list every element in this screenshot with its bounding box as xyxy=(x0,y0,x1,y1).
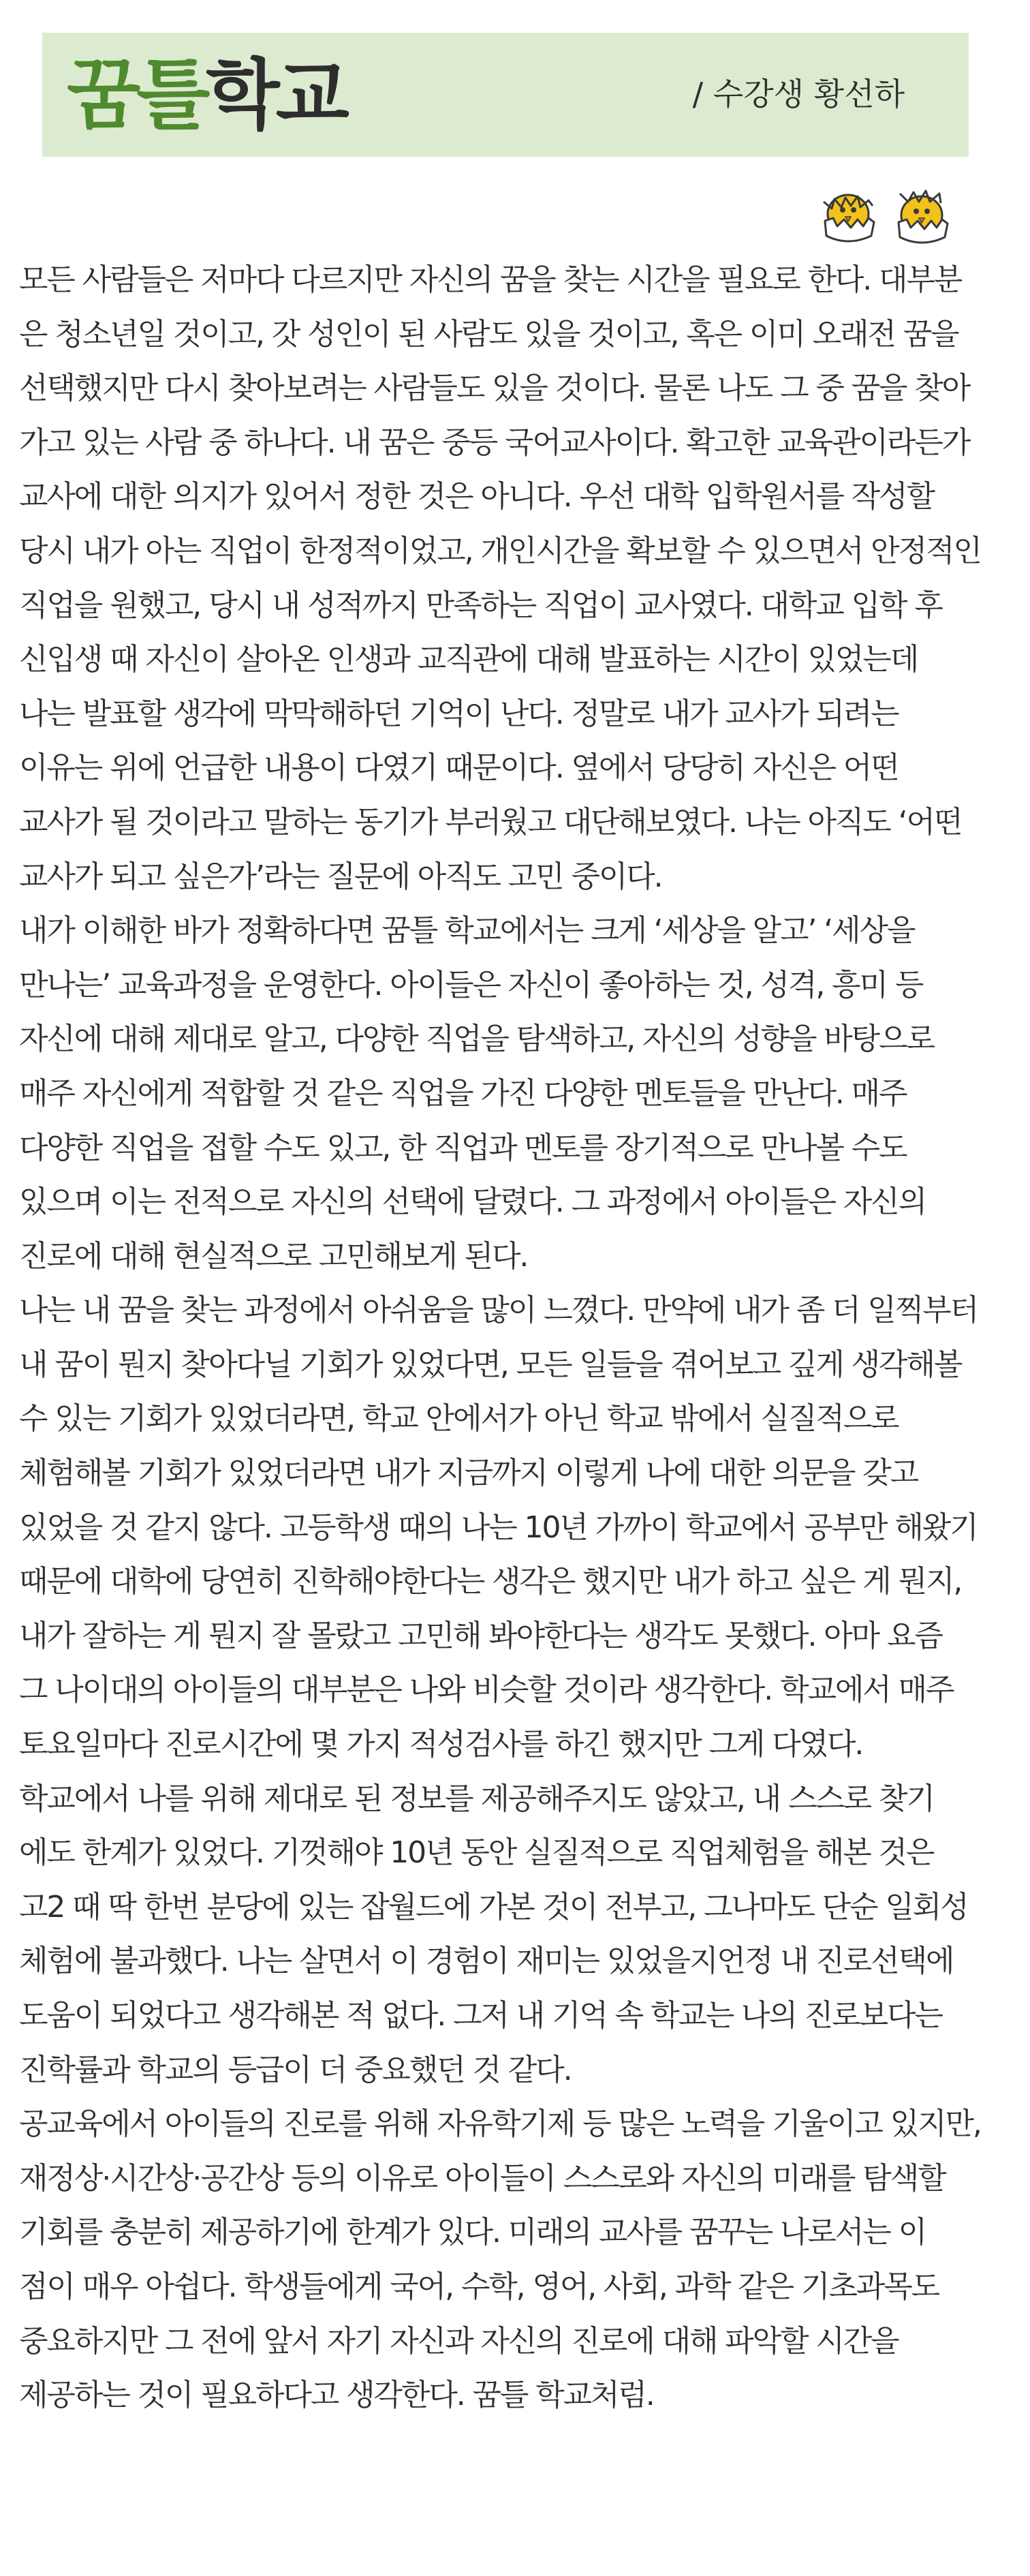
text-line: 진학률과 학교의 등급이 더 중요했던 것 같다. xyxy=(19,2052,572,2087)
text-line: 제공하는 것이 필요하다고 생각한다. 꿈틀 학교처럼. xyxy=(19,2378,654,2413)
text-line: 직업을 원했고, 당시 내 성적까지 만족하는 직업이 교사였다. 대학교 입학 후 xyxy=(19,587,942,623)
text-line: 학교에서 나를 위해 제대로 된 정보를 제공해주지도 않았고, 내 스스로 찾기 xyxy=(19,1781,934,1816)
text-line: 가고 있는 사람 중 하나다. 내 꿈은 중등 국어교사이다. 확고한 교육관이라든가 xyxy=(19,425,970,460)
text-line: 당시 내가 아는 직업이 한정적이었고, 개인시간을 확보할 수 있으면서 안정적인 xyxy=(19,533,981,568)
text-line: 체험해볼 기회가 있었더라면 내가 지금까지 이렇게 나에 대한 의문을 갖고 xyxy=(19,1456,918,1491)
text-line: 교사에 대한 의지가 있어서 정한 것은 아니다. 우선 대학 입학원서를 작성할 xyxy=(19,479,934,515)
text-line: 고2 때 딱 한번 분당에 있는 잡월드에 가본 것이 전부고, 그나마도 단순 일회성 xyxy=(19,1889,968,1925)
text-line: 있었을 것 같지 않다. 고등학생 때의 나는 10년 가까이 학교에서 공부만 해왔기 xyxy=(19,1509,978,1545)
page-title xyxy=(67,48,345,143)
article-header xyxy=(42,33,969,157)
text-line: 점이 매우 아쉽다. 학생들에게 국어, 수학, 영어, 사회, 과학 같은 기초과목도 xyxy=(19,2269,939,2304)
text-line: 에도 한계가 있었다. 기껏해야 10년 동안 실질적으로 직업체험을 해본 것은 xyxy=(19,1835,934,1871)
text-line: 신입생 때 자신이 살아온 인생과 교직관에 대해 발표하는 시간이 있었는데 xyxy=(19,642,918,677)
text-line: 진로에 대해 현실적으로 고민해보게 된다. xyxy=(19,1238,528,1274)
text-line: 체험에 불과했다. 나는 살면서 이 경험이 재미는 있었을지언정 내 진로선택에 xyxy=(19,1944,954,1979)
text-line: 토요일마다 진로시간에 몇 가지 적성검사를 하긴 했지만 그게 다였다. xyxy=(19,1727,863,1762)
chick-left xyxy=(824,195,874,241)
chick-right xyxy=(899,191,948,243)
article-body xyxy=(19,253,1020,2423)
text-line: 도움이 되었다고 생각해본 적 없다. 그저 내 기억 속 학교는 나의 진로보다는 xyxy=(19,1998,942,2033)
text-line: 다양한 직업을 접할 수도 있고, 한 직업과 멘토를 장기적으로 만나볼 수도 xyxy=(19,1130,907,1165)
text-line: 중요하지만 그 전에 앞서 자기 자신과 자신의 진로에 대해 파악할 시간을 xyxy=(19,2323,899,2359)
text-line: 자신에 대해 제대로 알고, 다양한 직업을 탐색하고, 자신의 성향을 바탕으로 xyxy=(19,1022,934,1057)
text-line: 만나는’ 교육과정을 운영한다. 아이들은 자신이 좋아하는 것, 성격, 흥미 등 xyxy=(19,967,923,1002)
text-line: 매주 자신에게 적합할 것 같은 직업을 가진 다양한 멘토들을 만난다. 매주 xyxy=(19,1075,907,1111)
text-line: 나는 발표할 생각에 막막해하던 기억이 난다. 정말로 내가 교사가 되려는 xyxy=(19,696,899,731)
text-line: 때문에 대학에 당연히 진학해야한다는 생각은 했지만 내가 하고 싶은 게 뭔지, xyxy=(19,1564,962,1599)
text-line: 그 나이대의 아이들의 대부분은 나와 비슷할 것이라 생각한다. 학교에서 매주 xyxy=(19,1672,954,1708)
text-line: 교사가 될 것이라고 말하는 동기가 부러웠고 대단해보였다. 나는 아직도 ‘어떤 xyxy=(19,804,962,840)
text-line: 나는 내 꿈을 찾는 과정에서 아쉬움을 많이 느꼈다. 만약에 내가 좀 더 일찍부터 xyxy=(19,1293,978,1328)
text-line: 내가 이해한 바가 정확하다면 꿈틀 학교에서는 크게 ‘세상을 알고’ ‘세상을 xyxy=(19,913,915,949)
hatching-chicks-icon xyxy=(814,179,961,247)
text-line: 있으며 이는 전적으로 자신의 선택에 달렸다. 그 과정에서 아이들은 자신의 xyxy=(19,1184,926,1220)
text-line: 은 청소년일 것이고, 갓 성인이 된 사람도 있을 것이고, 혹은 이미 오래전 꿈을 xyxy=(19,316,958,352)
text-line: 기회를 충분히 제공하기에 한계가 있다. 미래의 교사를 꿈꾸는 나로서는 이 xyxy=(19,2215,926,2250)
text-line: 내 꿈이 뭔지 찾아다닐 기회가 있었다면, 모든 일들을 겪어보고 깊게 생각해볼 xyxy=(19,1347,962,1382)
text-line: 선택했지만 다시 찾아보려는 사람들도 있을 것이다. 물론 나도 그 중 꿈을 찾아 xyxy=(19,371,970,406)
title-green-part: 꿈틀 xyxy=(67,51,206,140)
title-dark-part: 학교 xyxy=(206,51,345,140)
text-line: 수 있는 기회가 있었더라면, 학교 안에서가 아닌 학교 밖에서 실질적으로 xyxy=(19,1401,899,1437)
text-line: 내가 잘하는 게 뭔지 잘 몰랐고 고민해 봐야한다는 생각도 못했다. 아마 요즘 xyxy=(19,1618,942,1653)
text-line: 공교육에서 아이들의 진로를 위해 자유학기제 등 많은 노력을 기울이고 있지만, xyxy=(19,2106,981,2142)
text-line: 이유는 위에 언급한 내용이 다였기 때문이다. 옆에서 당당히 자신은 어떤 xyxy=(19,750,899,786)
author-byline: / 수강생 황선하 xyxy=(692,76,905,112)
text-line: 모든 사람들은 저마다 다르지만 자신의 꿈을 찾는 시간을 필요로 한다. 대부분 xyxy=(19,262,962,297)
text-line: 교사가 되고 싶은가’라는 질문에 아직도 고민 중이다. xyxy=(19,859,662,894)
text-line: 재정상·시간상·공간상 등의 이유로 아이들이 스스로와 자신의 미래를 탐색할 xyxy=(19,2160,946,2196)
